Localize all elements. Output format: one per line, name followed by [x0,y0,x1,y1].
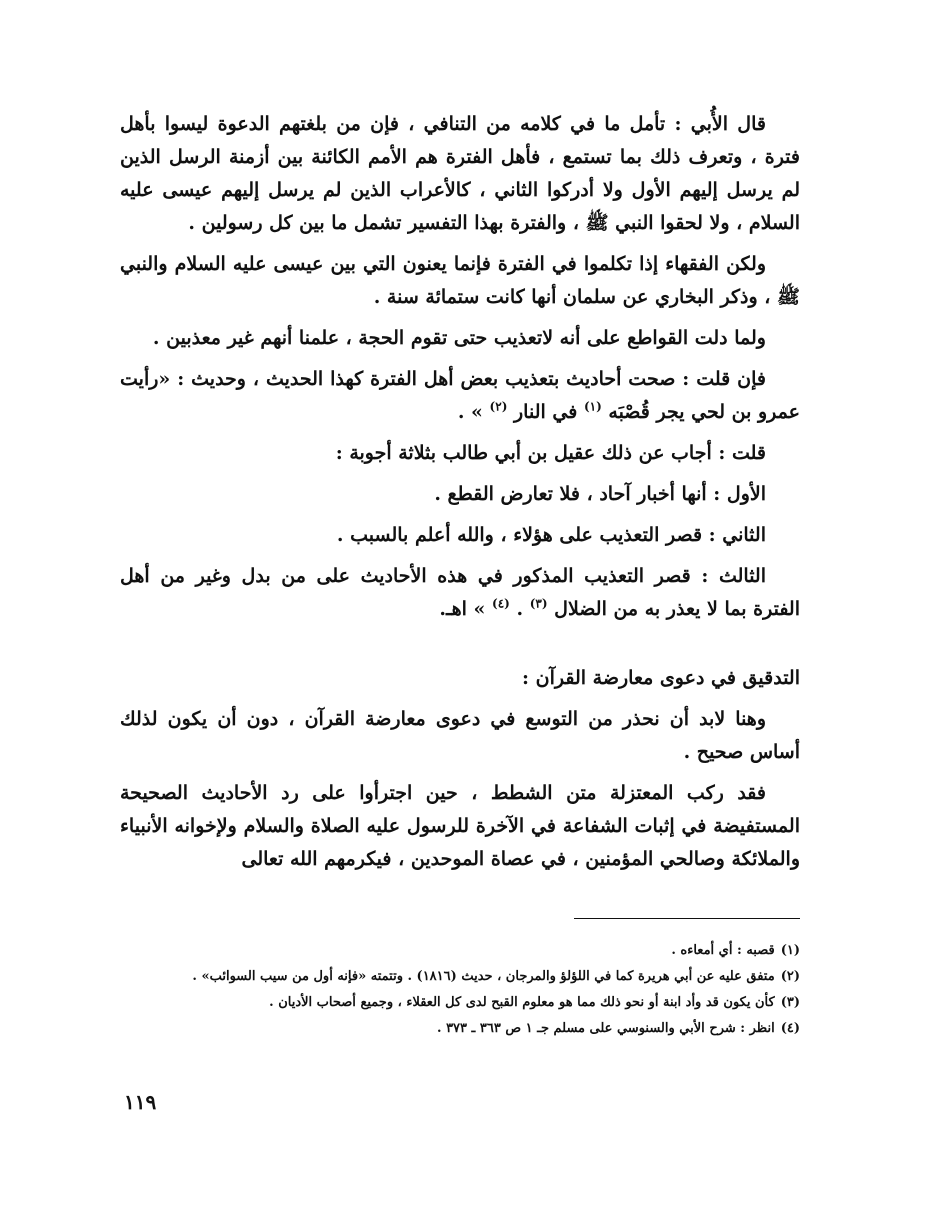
paragraph-3: ولما دلت القواطع على أنه لاتعذيب حتى تقوم الحجة ، علمنا أنهم غير معذبين . [152,327,766,349]
paragraph-6: الأول : أنها أخبار آحاد ، فلا تعارض القطع . [434,483,766,505]
footnote-3 [120,990,800,1016]
paragraph-2: ولكن الفقهاء إذا تكلموا في الفترة فإنما يعنون التي بين عيسى عليه السلام والنبي ﷺ ، وذكر البخاري عن سلمان أنها كانت ستمائة سنة . [120,253,800,308]
paragraph-8-end: » اهـ. [439,598,486,620]
footnote-divider [574,918,800,919]
footnote-number: (٣) [780,995,800,1010]
paragraph-7: الثاني : قصر التعذيب على هؤلاء ، والله أعلم بالسبب . [336,524,766,546]
footnote-text: متفق عليه عن أبي هريرة كما في اللؤلؤ والمرجان ، حديث (١٨١٦) . وتتمته «فإنه أول من سيب السوائب» . [192,969,775,984]
section-heading: التدقيق في دعوى معارضة القرآن : [522,667,800,689]
paragraph-8-text: الثالث : قصر التعذيب المذكور في هذه الأحاديث على من بدل وغير من أهل الفترة بما لا يعذر به من الضلال [120,565,800,620]
footnote-2 [120,964,800,990]
footnote-number: (١) [780,943,800,958]
footnotes [120,938,800,1042]
paragraph-4 [120,363,800,429]
footnote-1 [120,938,800,964]
footnote-number: (٢) [780,969,800,984]
page-body [120,108,800,884]
paragraph-10: فقد ركب المعتزلة متن الشطط ، حين اجترأوا على رد الأحاديث الصحيحة المستفيضة في إثبات الشفاعة في الآخرة للرسول عليه الصلاة والسلام ولإخوانه الأنبياء والملائكة وصالحي المؤمنين ، في عصاة الموحدين ، فيكرمهم الله تعالى [120,782,800,870]
paragraph-8: الثالث : قصر التعذيب المذكور في هذه الأحاديث على من بدل وغير من أهل الفترة بما لا يعذر به من الضلال $^{(٣)}$ . $^{(٤)}$ » اهـ. [120,565,800,620]
paragraph-9: وهنا لابد أن نحذر من التوسع في دعوى معارضة القرآن ، دون أن يكون لذلك أساس صحيح . [120,708,800,763]
footnote-ref-3: (٣) [529,596,548,611]
paragraph-4-end: » . [457,401,483,423]
paragraph-1: قال الأُبي : تأمل ما في كلامه من التنافي ، فإن من بلغتهم الدعوة ليسوا بأهل فترة ، وتعرف ذلك بما تستمع ، فأهل الفترة هم الأمم الكائنة بين أزمنة الرسل الذين لم يرسل إليهم الأول ولا أدركوا الثاني ، كالأعراب الذين لم يرسل إليهم عيسى عليه السلام ، ولا لحقوا النبي ﷺ ، والفترة بهذا التفسير تشمل ما بين كل رسولين . [120,113,800,234]
paragraph-4-mid: في النار [514,401,578,423]
footnote-ref-2: (٢) [489,399,508,414]
paragraph-4-text: فإن قلت : صحت أحاديث بتعذيب بعض أهل الفترة كهذا الحديث ، وحديث : «رأيت عمرو بن لحي يجر قُصْبَه [120,368,800,423]
footnote-text: انظر : شرح الأبي والسنوسي على مسلم جـ ١ ص ٣٦٣ ـ ٣٧٣ . [437,1021,775,1036]
paragraph-5: قلت : أجاب عن ذلك عقيل بن أبي طالب بثلاثة أجوبة : [335,442,766,464]
footnote-number: (٤) [780,1021,800,1036]
footnote-4 [120,1016,800,1042]
footnote-ref-1: (١) [583,399,602,414]
page-number: ١١٩ [124,1090,157,1114]
footnote-text: كأن يكون قد وأد ابنة أو نحو ذلك مما هو معلوم القبح لدى كل العقلاء ، وجميع أصحاب الأديان . [269,995,775,1010]
footnote-text: قصبه : أي أمعاءه . [671,943,775,958]
footnote-ref-4: (٤) [492,596,510,611]
